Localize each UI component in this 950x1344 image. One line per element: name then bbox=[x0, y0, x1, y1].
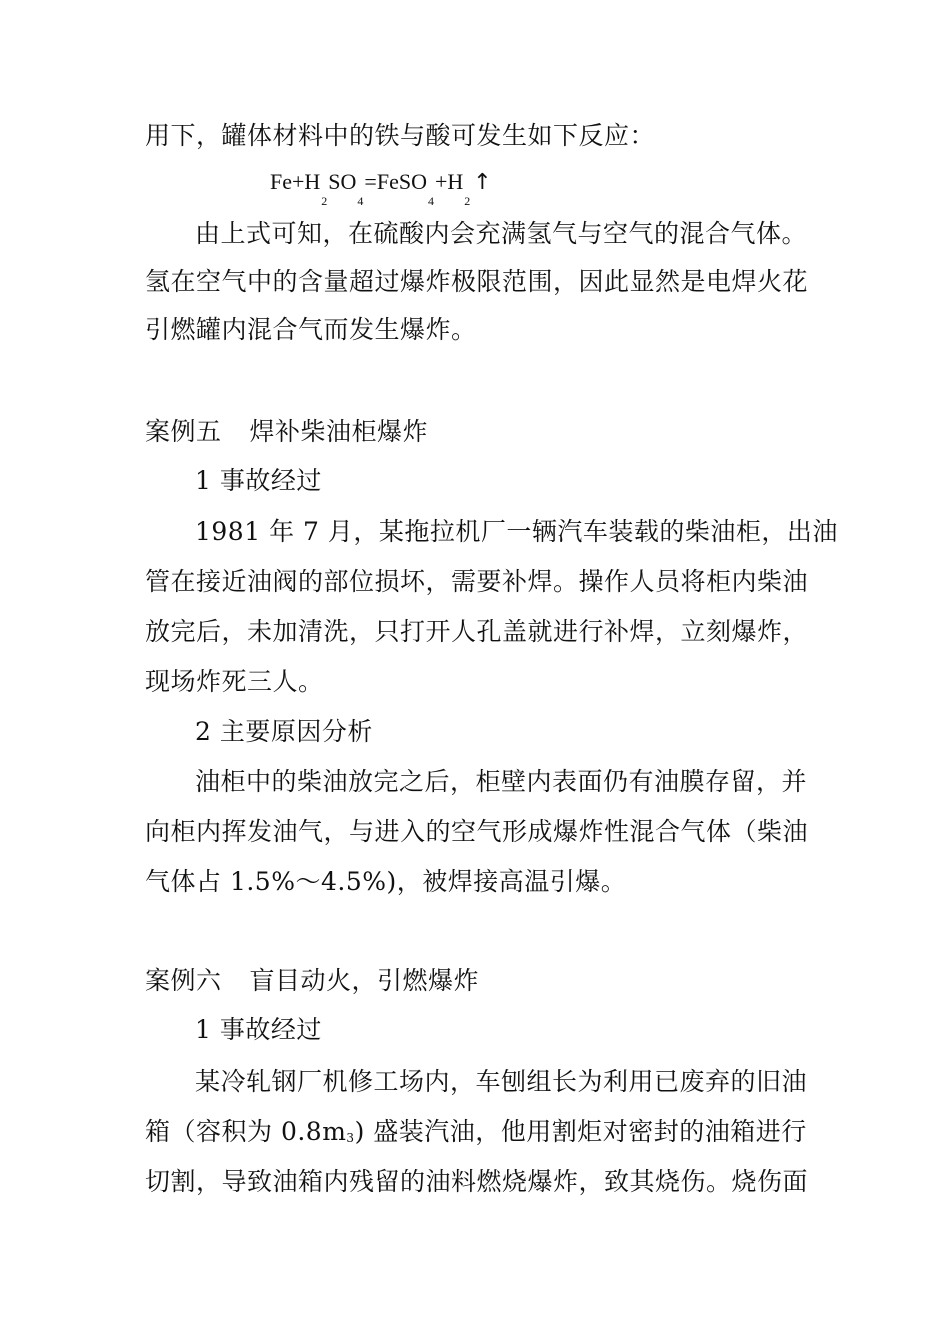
case5-title: 焊补柴油柜爆炸 bbox=[249, 417, 429, 446]
equation-subscript: 2 bbox=[464, 194, 471, 208]
paragraph-line: 切割，导致油箱内残留的油料燃烧爆炸，致其烧伤。烧伤面 bbox=[145, 1167, 809, 1196]
case6-section-1: 1 事故经过 bbox=[195, 1015, 322, 1044]
paragraph-line: 放完后，未加清洗，只打开人孔盖就进行补焊，立刻爆炸， bbox=[145, 617, 809, 646]
equation-subscript: 2 bbox=[321, 194, 328, 208]
paragraph-line: 向柜内挥发油气，与进入的空气形成爆炸性混合气体（柴油 bbox=[145, 817, 809, 846]
equation-part: =FeSO bbox=[364, 169, 427, 194]
equation-subscript: 4 bbox=[427, 194, 434, 208]
up-arrow-icon: ↑ bbox=[473, 170, 492, 195]
paragraph-line: 管在接近油阀的部位损坏，需要补焊。操作人员将柜内柴油 bbox=[145, 567, 809, 596]
case5-number: 案例五 bbox=[145, 417, 222, 446]
case6-heading bbox=[145, 965, 825, 997]
equation-subscript: 4 bbox=[357, 194, 364, 208]
paragraph-line: 引燃罐内混合气而发生爆炸。 bbox=[145, 315, 477, 344]
text-run: ) 盛装汽油，他用割炬对密封的油箱进行 bbox=[354, 1117, 807, 1146]
case6-title: 盲目动火，引燃爆炸 bbox=[249, 966, 480, 995]
text-run: 箱（容积为 0.8m bbox=[145, 1117, 347, 1146]
paragraph-line: 氢在空气中的含量超过爆炸极限范围，因此显然是电焊火花 bbox=[145, 267, 809, 296]
chemical-equation bbox=[270, 168, 492, 208]
equation-part: +H bbox=[434, 169, 464, 194]
paragraph-line: 用下，罐体材料中的铁与酸可发生如下反应： bbox=[145, 121, 656, 150]
unit-superscript: 3 bbox=[346, 1131, 355, 1145]
case5-section-2: 2 主要原因分析 bbox=[195, 717, 373, 746]
case6-number: 案例六 bbox=[145, 966, 222, 995]
case5-section-1: 1 事故经过 bbox=[195, 466, 322, 495]
equation-part: SO bbox=[328, 169, 357, 194]
paragraph-line: 由上式可知，在硫酸内会充满氢气与空气的混合气体。 bbox=[195, 219, 808, 248]
paragraph-line: 气体占 1.5%～4.5%)，被焊接高温引爆。 bbox=[145, 867, 627, 896]
paragraph-line: 某冷轧钢厂机修工场内，车刨组长为利用已废弃的旧油 bbox=[195, 1067, 808, 1096]
equation-part: Fe+H bbox=[270, 169, 321, 194]
case5-heading bbox=[145, 416, 825, 448]
paragraph-line: 油柜中的柴油放完之后，柜壁内表面仍有油膜存留，并 bbox=[195, 767, 808, 796]
paragraph-line: 1981 年 7 月，某拖拉机厂一辆汽车装载的柴油柜，出油 bbox=[195, 517, 838, 546]
paragraph-line: 现场炸死三人。 bbox=[145, 667, 324, 696]
paragraph-line bbox=[145, 1116, 825, 1152]
